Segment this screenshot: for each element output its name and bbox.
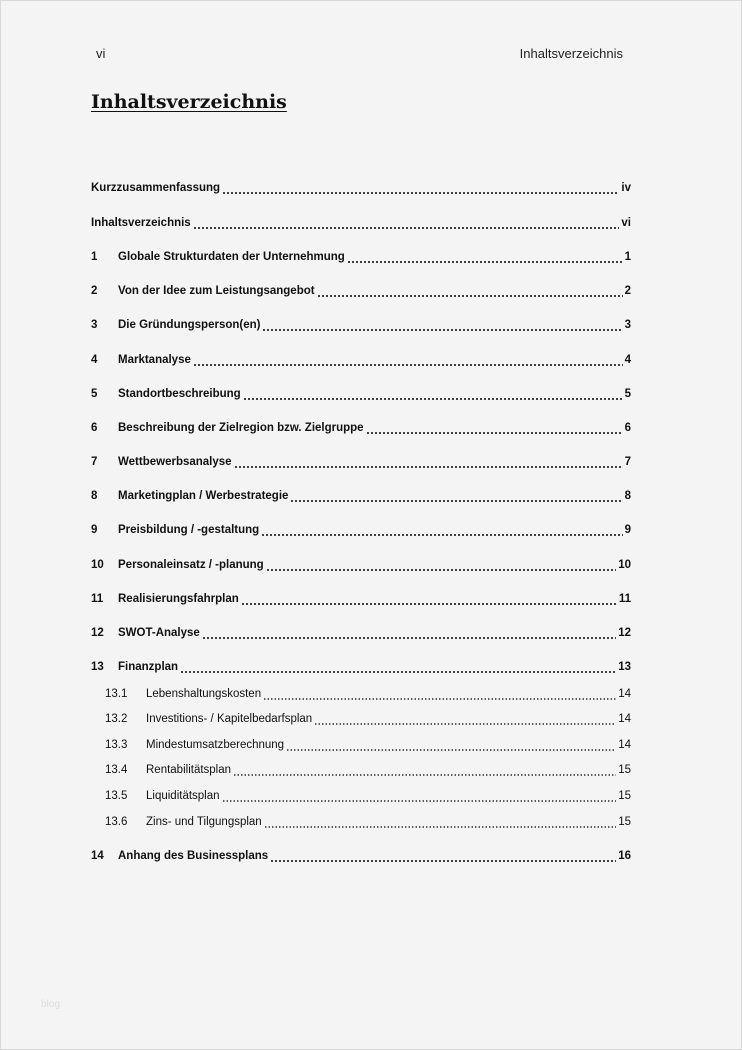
- toc-entry-number: 1: [91, 251, 98, 263]
- toc-entry[interactable]: [91, 319, 631, 335]
- toc-entry-page: 4: [624, 354, 631, 366]
- toc-entry[interactable]: [91, 388, 631, 404]
- toc-dot-leader: [317, 295, 623, 297]
- toc-entry-label: Marketingplan / Werbestrategie: [118, 490, 289, 502]
- toc-dot-leader: [286, 749, 616, 751]
- toc-entry-label: Realisierungsfahrplan: [118, 593, 239, 605]
- toc-entry-label: Globale Strukturdaten der Unternehmung: [118, 251, 345, 263]
- toc-dot-leader: [222, 192, 619, 194]
- toc-entry-page: 1: [624, 251, 631, 263]
- toc-entry[interactable]: [91, 850, 631, 866]
- toc-entry-number: 4: [91, 354, 98, 366]
- toc-entry-number: 13.4: [105, 764, 128, 776]
- toc-entry-label: Preisbildung / -gestaltung: [118, 524, 260, 536]
- toc-entry-page: 14: [618, 739, 631, 751]
- toc-entry-label: Die Gründungsperson(en): [118, 319, 261, 331]
- toc-entry-label: Rentabilitätsplan: [146, 764, 232, 776]
- toc-entry[interactable]: [91, 354, 631, 370]
- toc-entry-page: 13: [618, 661, 631, 673]
- toc-entry[interactable]: [91, 182, 631, 198]
- toc-entry-label: Zins- und Tilgungsplan: [146, 816, 262, 828]
- toc-dot-leader: [243, 398, 623, 400]
- toc-entry-number: 6: [91, 422, 98, 434]
- toc-entry[interactable]: [91, 593, 631, 609]
- toc-entry[interactable]: [91, 285, 631, 301]
- toc-entry[interactable]: [91, 490, 631, 506]
- toc-entry[interactable]: [91, 559, 631, 575]
- toc-dot-leader: [262, 329, 622, 331]
- toc-entry-label: Kurzzusammenfassung: [91, 182, 221, 194]
- toc-dot-leader: [290, 500, 622, 502]
- toc-entry-label: Standortbeschreibung: [118, 388, 241, 400]
- toc-entry-page: 5: [624, 388, 631, 400]
- toc-entry-number: 12: [91, 627, 104, 639]
- toc-entry-number: 8: [91, 490, 98, 502]
- toc-dot-leader: [264, 826, 616, 828]
- toc-entry-number: 3: [91, 319, 98, 331]
- toc-entry-number: 2: [91, 285, 98, 297]
- page-title: Inhaltsverzeichnis: [91, 91, 287, 113]
- toc-entry-number: 14: [91, 850, 104, 862]
- toc-entry-page: 8: [624, 490, 631, 502]
- toc-dot-leader: [233, 774, 616, 776]
- toc-entry-page: 14: [618, 688, 631, 700]
- toc-dot-leader: [241, 603, 617, 605]
- watermark: blog: [41, 999, 60, 1010]
- toc-entry-page: 12: [618, 627, 631, 639]
- toc-entry[interactable]: [91, 661, 631, 677]
- toc-entry[interactable]: [105, 688, 631, 704]
- toc-entry[interactable]: [91, 217, 631, 233]
- toc-entry-number: 13.3: [105, 739, 128, 751]
- toc-entry-page: 14: [618, 713, 631, 725]
- toc-entry[interactable]: [91, 627, 631, 643]
- toc-entry-number: 13: [91, 661, 104, 673]
- toc-dot-leader: [202, 637, 616, 639]
- toc-entry-page: 10: [618, 559, 631, 571]
- toc-entry[interactable]: [91, 456, 631, 472]
- toc-entry-number: 13.2: [105, 713, 128, 725]
- toc-entry-page: iv: [621, 182, 631, 194]
- toc-entry-label: SWOT-Analyse: [118, 627, 200, 639]
- toc-entry-page: 15: [618, 764, 631, 776]
- toc-entry-number: 9: [91, 524, 98, 536]
- toc-entry-page: 16: [618, 850, 631, 862]
- toc-entry-number: 11: [91, 593, 104, 605]
- toc-dot-leader: [266, 569, 617, 571]
- toc-entry-label: Anhang des Businessplans: [118, 850, 269, 862]
- toc-entry[interactable]: [91, 251, 631, 267]
- header-page-number: vi: [96, 46, 106, 61]
- toc-entry[interactable]: [105, 739, 631, 755]
- toc-entry-label: Lebenshaltungskosten: [146, 688, 262, 700]
- toc-dot-leader: [234, 466, 623, 468]
- toc-dot-leader: [366, 432, 623, 434]
- toc-entry-label: Wettbewerbsanalyse: [118, 456, 232, 468]
- toc-entry-label: Mindestumsatzberechnung: [146, 739, 285, 751]
- toc-entry[interactable]: [91, 524, 631, 540]
- toc-entry-label: Von der Idee zum Leistungsangebot: [118, 285, 315, 297]
- toc-entry-label: Investitions- / Kapitelbedarfsplan: [146, 713, 313, 725]
- toc-dot-leader: [222, 800, 617, 802]
- toc-entry-page: 3: [624, 319, 631, 331]
- toc-entry-page: 7: [624, 456, 631, 468]
- toc-dot-leader: [180, 671, 616, 673]
- toc-entry-label: Inhaltsverzeichnis: [91, 217, 191, 229]
- toc-entry-page: 2: [624, 285, 631, 297]
- toc-entry[interactable]: [91, 422, 631, 438]
- toc-dot-leader: [347, 261, 623, 263]
- toc-entry-page: 15: [618, 816, 631, 828]
- toc-entry-page: 6: [624, 422, 631, 434]
- toc-dot-leader: [263, 698, 616, 700]
- toc-entry-number: 7: [91, 456, 98, 468]
- toc-entry-number: 13.1: [105, 688, 128, 700]
- toc-entry-label: Finanzplan: [118, 661, 179, 673]
- toc-entry[interactable]: [105, 790, 631, 806]
- toc-dot-leader: [261, 534, 622, 536]
- header-running-title: Inhaltsverzeichnis: [519, 46, 623, 61]
- toc-entry-page: 15: [618, 790, 631, 802]
- toc-entry[interactable]: [105, 816, 631, 832]
- toc-entry-page: 9: [624, 524, 631, 536]
- toc-entry-number: 10: [91, 559, 104, 571]
- toc-dot-leader: [270, 860, 616, 862]
- toc-entry-number: 13.5: [105, 790, 128, 802]
- toc-entry-page: vi: [621, 217, 631, 229]
- toc-entry[interactable]: [105, 713, 631, 729]
- toc-dot-leader: [193, 364, 623, 366]
- toc-entry-label: Liquiditätsplan: [146, 790, 220, 802]
- toc-entry-label: Beschreibung der Zielregion bzw. Zielgruppe: [118, 422, 364, 434]
- toc-entry-label: Personaleinsatz / -planung: [118, 559, 264, 571]
- toc-entry-label: Marktanalyse: [118, 354, 191, 366]
- toc-dot-leader: [314, 723, 616, 725]
- toc-entry-number: 5: [91, 388, 98, 400]
- toc-entry[interactable]: [105, 764, 631, 780]
- toc-dot-leader: [193, 227, 620, 229]
- toc-entry-page: 11: [618, 593, 631, 605]
- toc-entry-number: 13.6: [105, 816, 128, 828]
